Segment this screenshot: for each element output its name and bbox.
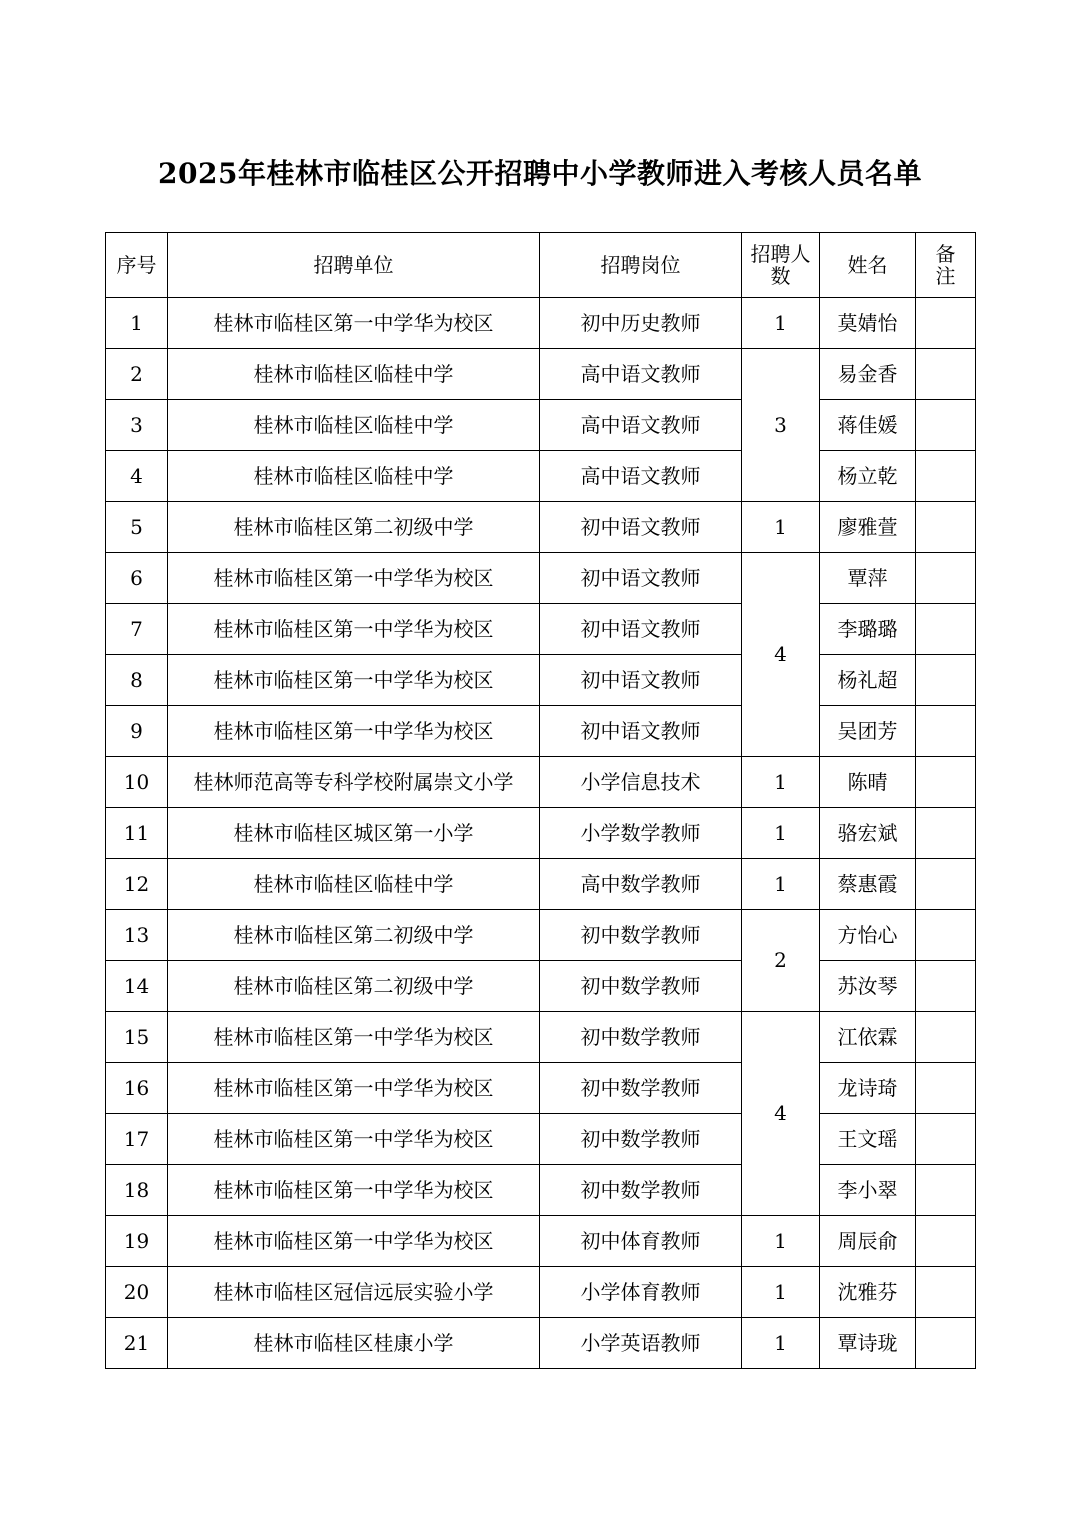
cell-seq: 2 bbox=[106, 349, 168, 400]
table-row bbox=[106, 349, 976, 400]
cell-post: 高中语文教师 bbox=[540, 349, 742, 400]
cell-seq: 6 bbox=[106, 553, 168, 604]
table-row bbox=[106, 808, 976, 859]
cell-post: 初中数学教师 bbox=[540, 910, 742, 961]
cell-post: 初中语文教师 bbox=[540, 553, 742, 604]
table-row bbox=[106, 1318, 976, 1369]
cell-seq: 5 bbox=[106, 502, 168, 553]
cell-name: 李小翠 bbox=[820, 1165, 916, 1216]
cell-note bbox=[916, 298, 976, 349]
cell-post: 小学信息技术 bbox=[540, 757, 742, 808]
cell-count: 1 bbox=[742, 1318, 820, 1369]
cell-seq: 12 bbox=[106, 859, 168, 910]
cell-unit: 桂林市临桂区临桂中学 bbox=[168, 451, 540, 502]
cell-unit: 桂林市临桂区冠信远辰实验小学 bbox=[168, 1267, 540, 1318]
table-row bbox=[106, 502, 976, 553]
cell-post: 初中语文教师 bbox=[540, 502, 742, 553]
cell-name: 方怡心 bbox=[820, 910, 916, 961]
cell-post: 初中数学教师 bbox=[540, 1012, 742, 1063]
cell-note bbox=[916, 400, 976, 451]
cell-note bbox=[916, 655, 976, 706]
cell-post: 初中语文教师 bbox=[540, 604, 742, 655]
cell-seq: 21 bbox=[106, 1318, 168, 1369]
column-header-note bbox=[916, 233, 976, 298]
table-row bbox=[106, 451, 976, 502]
cell-count: 1 bbox=[742, 502, 820, 553]
cell-seq: 19 bbox=[106, 1216, 168, 1267]
cell-note bbox=[916, 808, 976, 859]
cell-note bbox=[916, 1063, 976, 1114]
cell-count: 1 bbox=[742, 757, 820, 808]
cell-note bbox=[916, 706, 976, 757]
cell-note bbox=[916, 1216, 976, 1267]
cell-unit: 桂林市临桂区临桂中学 bbox=[168, 859, 540, 910]
cell-note bbox=[916, 757, 976, 808]
cell-unit: 桂林市临桂区第一中学华为校区 bbox=[168, 1165, 540, 1216]
cell-count: 4 bbox=[742, 553, 820, 757]
cell-name: 沈雅芬 bbox=[820, 1267, 916, 1318]
cell-note bbox=[916, 961, 976, 1012]
cell-count: 1 bbox=[742, 859, 820, 910]
cell-unit: 桂林市临桂区临桂中学 bbox=[168, 400, 540, 451]
cell-name: 龙诗琦 bbox=[820, 1063, 916, 1114]
cell-note bbox=[916, 1012, 976, 1063]
cell-seq: 18 bbox=[106, 1165, 168, 1216]
cell-seq: 1 bbox=[106, 298, 168, 349]
cell-unit: 桂林市临桂区城区第一小学 bbox=[168, 808, 540, 859]
cell-post: 初中历史教师 bbox=[540, 298, 742, 349]
cell-name: 蔡惠霞 bbox=[820, 859, 916, 910]
cell-name: 覃诗珑 bbox=[820, 1318, 916, 1369]
cell-post: 高中语文教师 bbox=[540, 400, 742, 451]
cell-note bbox=[916, 910, 976, 961]
cell-note bbox=[916, 1267, 976, 1318]
cell-seq: 9 bbox=[106, 706, 168, 757]
cell-seq: 13 bbox=[106, 910, 168, 961]
column-header-count-line2: 数 bbox=[770, 264, 791, 288]
cell-post: 初中数学教师 bbox=[540, 1165, 742, 1216]
cell-name: 覃萍 bbox=[820, 553, 916, 604]
cell-name: 廖雅萱 bbox=[820, 502, 916, 553]
cell-name: 江依霖 bbox=[820, 1012, 916, 1063]
cell-seq: 14 bbox=[106, 961, 168, 1012]
cell-count: 1 bbox=[742, 808, 820, 859]
cell-note bbox=[916, 502, 976, 553]
cell-post: 初中体育教师 bbox=[540, 1216, 742, 1267]
table-row bbox=[106, 1114, 976, 1165]
page-title: 2025年桂林市临桂区公开招聘中小学教师进入考核人员名单 bbox=[158, 157, 922, 190]
cell-name: 易金香 bbox=[820, 349, 916, 400]
cell-post: 高中语文教师 bbox=[540, 451, 742, 502]
table-row bbox=[106, 706, 976, 757]
table-row bbox=[106, 655, 976, 706]
column-header-note-line2: 注 bbox=[935, 264, 956, 288]
column-header-unit: 招聘单位 bbox=[168, 233, 540, 298]
cell-note bbox=[916, 349, 976, 400]
cell-unit: 桂林市临桂区第一中学华为校区 bbox=[168, 1063, 540, 1114]
cell-post: 初中语文教师 bbox=[540, 706, 742, 757]
cell-unit: 桂林市临桂区临桂中学 bbox=[168, 349, 540, 400]
cell-count: 3 bbox=[742, 349, 820, 502]
cell-post: 小学英语教师 bbox=[540, 1318, 742, 1369]
cell-unit: 桂林市临桂区第一中学华为校区 bbox=[168, 604, 540, 655]
cell-unit: 桂林师范高等专科学校附属崇文小学 bbox=[168, 757, 540, 808]
cell-post: 初中数学教师 bbox=[540, 1063, 742, 1114]
table-header bbox=[106, 233, 976, 298]
cell-name: 吴团芳 bbox=[820, 706, 916, 757]
cell-name: 杨礼超 bbox=[820, 655, 916, 706]
cell-unit: 桂林市临桂区第一中学华为校区 bbox=[168, 655, 540, 706]
cell-seq: 8 bbox=[106, 655, 168, 706]
table-row bbox=[106, 1012, 976, 1063]
cell-unit: 桂林市临桂区第一中学华为校区 bbox=[168, 553, 540, 604]
cell-name: 莫婧怡 bbox=[820, 298, 916, 349]
roster-table bbox=[105, 232, 976, 1369]
cell-seq: 20 bbox=[106, 1267, 168, 1318]
cell-name: 王文瑶 bbox=[820, 1114, 916, 1165]
column-header-count bbox=[742, 233, 820, 298]
cell-count: 1 bbox=[742, 298, 820, 349]
table-row bbox=[106, 859, 976, 910]
cell-count: 2 bbox=[742, 910, 820, 1012]
cell-note bbox=[916, 1114, 976, 1165]
cell-unit: 桂林市临桂区第一中学华为校区 bbox=[168, 1216, 540, 1267]
table-row bbox=[106, 400, 976, 451]
cell-post: 小学数学教师 bbox=[540, 808, 742, 859]
cell-seq: 16 bbox=[106, 1063, 168, 1114]
table-row bbox=[106, 910, 976, 961]
cell-note bbox=[916, 604, 976, 655]
column-header-post: 招聘岗位 bbox=[540, 233, 742, 298]
cell-seq: 4 bbox=[106, 451, 168, 502]
cell-name: 陈晴 bbox=[820, 757, 916, 808]
cell-note bbox=[916, 1165, 976, 1216]
cell-unit: 桂林市临桂区第二初级中学 bbox=[168, 910, 540, 961]
cell-seq: 11 bbox=[106, 808, 168, 859]
cell-seq: 7 bbox=[106, 604, 168, 655]
cell-post: 高中数学教师 bbox=[540, 859, 742, 910]
table-row bbox=[106, 1267, 976, 1318]
cell-name: 蒋佳媛 bbox=[820, 400, 916, 451]
cell-post: 初中语文教师 bbox=[540, 655, 742, 706]
cell-seq: 17 bbox=[106, 1114, 168, 1165]
cell-post: 小学体育教师 bbox=[540, 1267, 742, 1318]
table-row bbox=[106, 604, 976, 655]
cell-name: 李璐璐 bbox=[820, 604, 916, 655]
cell-seq: 10 bbox=[106, 757, 168, 808]
cell-name: 骆宏斌 bbox=[820, 808, 916, 859]
cell-seq: 3 bbox=[106, 400, 168, 451]
table-row bbox=[106, 553, 976, 604]
table-body bbox=[106, 298, 976, 1369]
cell-name: 苏汝琴 bbox=[820, 961, 916, 1012]
column-header-name: 姓名 bbox=[820, 233, 916, 298]
column-header-count-line1: 招聘人 bbox=[750, 242, 811, 266]
table-row bbox=[106, 961, 976, 1012]
table-row bbox=[106, 298, 976, 349]
cell-note bbox=[916, 553, 976, 604]
cell-name: 周辰俞 bbox=[820, 1216, 916, 1267]
cell-unit: 桂林市临桂区第一中学华为校区 bbox=[168, 1012, 540, 1063]
cell-note bbox=[916, 1318, 976, 1369]
cell-unit: 桂林市临桂区第一中学华为校区 bbox=[168, 706, 540, 757]
table-row bbox=[106, 1165, 976, 1216]
table-row bbox=[106, 1063, 976, 1114]
roster-table-container bbox=[105, 232, 975, 1369]
table-header-row bbox=[106, 233, 976, 298]
cell-seq: 15 bbox=[106, 1012, 168, 1063]
cell-unit: 桂林市临桂区第二初级中学 bbox=[168, 502, 540, 553]
cell-count: 4 bbox=[742, 1012, 820, 1216]
cell-name: 杨立乾 bbox=[820, 451, 916, 502]
cell-count: 1 bbox=[742, 1267, 820, 1318]
cell-unit: 桂林市临桂区桂康小学 bbox=[168, 1318, 540, 1369]
table-row bbox=[106, 757, 976, 808]
table-row bbox=[106, 1216, 976, 1267]
cell-unit: 桂林市临桂区第二初级中学 bbox=[168, 961, 540, 1012]
cell-post: 初中数学教师 bbox=[540, 961, 742, 1012]
column-header-note-line1: 备 bbox=[935, 242, 956, 266]
cell-note bbox=[916, 859, 976, 910]
cell-unit: 桂林市临桂区第一中学华为校区 bbox=[168, 298, 540, 349]
cell-unit: 桂林市临桂区第一中学华为校区 bbox=[168, 1114, 540, 1165]
cell-note bbox=[916, 451, 976, 502]
cell-post: 初中数学教师 bbox=[540, 1114, 742, 1165]
column-header-seq: 序号 bbox=[106, 233, 168, 298]
cell-count: 1 bbox=[742, 1216, 820, 1267]
